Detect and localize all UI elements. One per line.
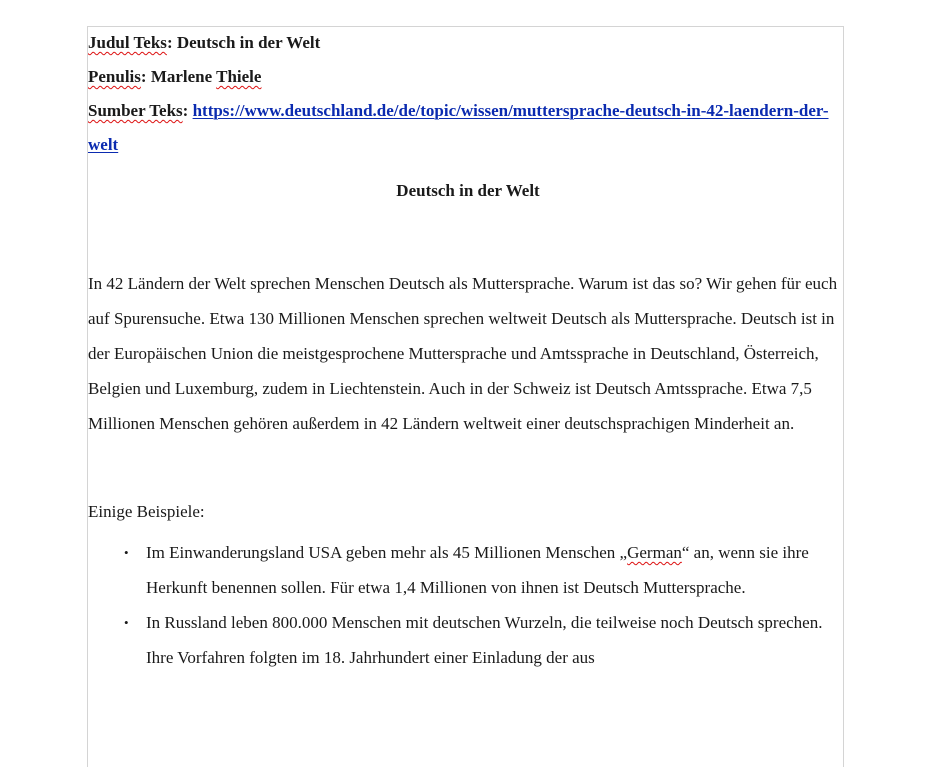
document-title: Deutsch in der Welt [396, 181, 540, 200]
sumber-line [88, 94, 848, 162]
penulis-line [88, 60, 848, 94]
list-item [88, 605, 851, 675]
bullet-icon: • [124, 545, 129, 560]
sumber-label: Sumber Teks [88, 101, 183, 120]
judul-label: Judul Teks [88, 33, 167, 52]
document-content [88, 26, 848, 675]
list-item [88, 535, 851, 605]
list-item-text-start: Im Einwanderungsland USA geben mehr als 45 Millionen Menschen „ [146, 543, 628, 562]
list-item-text: In Russland leben 800.000 Menschen mit deutschen Wurzeln, die teilweise noch Deutsch sprechen. Ihre Vorfahren folgten im 18. Jahrhundert einer Einladung der aus [146, 613, 823, 667]
source-url-link[interactable]: https://www.deutschland.de/de/topic/wissen/muttersprache-deutsch-in-42-laendern-der-welt [88, 101, 829, 154]
judul-line [88, 26, 848, 60]
examples-label: Einige Beispiele: [88, 502, 205, 521]
penulis-surname: Thiele [216, 67, 262, 86]
paragraph-intro: In 42 Ländern der Welt sprechen Menschen Deutsch als Muttersprache. Warum ist das so? Wir gehen für euch auf Spurensuche. Etwa 130 Millionen Menschen sprechen weltweit Deutsch als Muttersprache. Deutsch ist in der Europäischen Union die meistgesprochene Muttersprache und Amtssprache in Deutschland, Österreich, Belgien und Luxemburg, zudem in Liechtenstein. Auch in der Schweiz ist Deutsch Amtssprache. Etwa 7,5 Millionen Menschen gehören außerdem in 42 Ländern weltweit einer deutschsprachigen Minderheit an. [88, 274, 838, 433]
examples-list [88, 535, 848, 675]
penulis-label: Penulis [88, 67, 141, 86]
judul-value: : Deutsch in der Welt [166, 33, 321, 52]
list-item-german-word: German [627, 543, 682, 562]
penulis-value: : Marlene [140, 67, 217, 86]
list-item-text-end: “ an, wenn sie ihre Herkunft benennen sollen. Für etwa 1,4 Millionen von ihnen ist Deutsch Muttersprache. [146, 543, 809, 597]
sumber-sep: : [182, 101, 193, 120]
bullet-icon: • [124, 615, 129, 630]
